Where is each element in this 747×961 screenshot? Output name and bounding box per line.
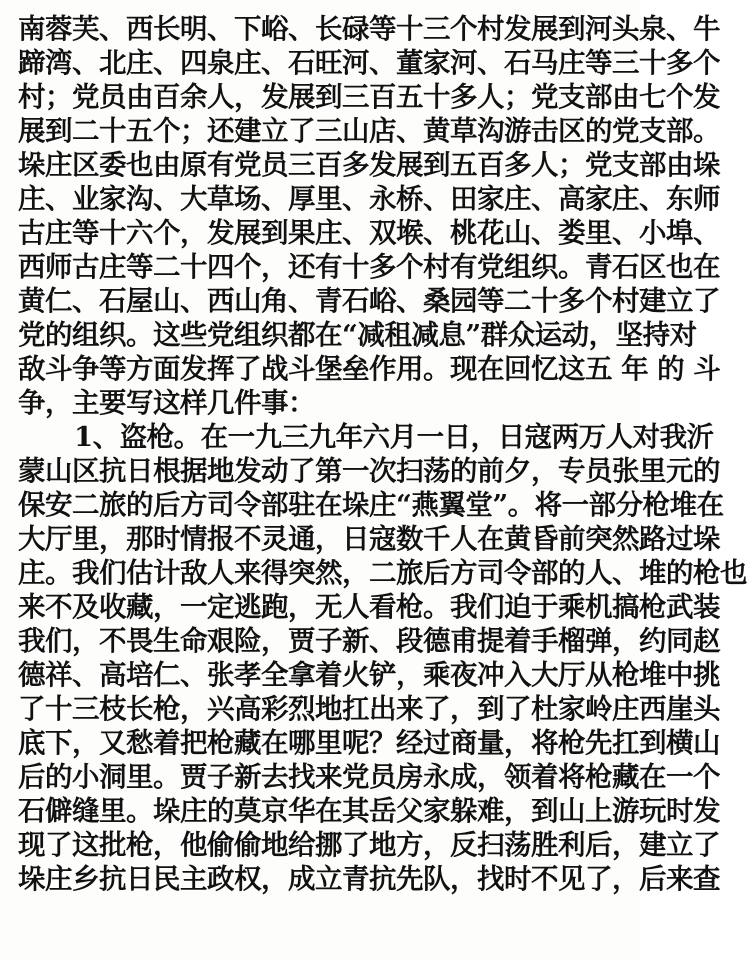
text-line: 黄仁、石屋山、西山角、青石峪、桑园等二十多个村建立了 [18,285,720,317]
text-line: 来不及收藏，一定逃跑，无人看枪。我们迫于乘机搞枪武装 [18,591,720,623]
text-line: 争，主要写这样几件事： [18,387,315,419]
text-line: 蒙山区抗日根据地发动了第一次扫荡的前夕，专员张里元的 [18,455,720,487]
text-line: 党的组织。这些党组织都在“减租减息”群众运动，坚持对 [18,319,697,351]
text-line: 德祥、高培仁、张孝全拿着火铲，乘夜冲入大厅从枪堆中挑 [18,659,720,691]
text-line: 底下，又愁着把枪藏在哪里呢？经过商量，将枪先扛到横山 [18,727,720,759]
text-line: 展到二十五个；还建立了三山店、黄草沟游击区的党支部。 [18,115,720,147]
body-text [18,12,747,896]
text-line: 石僻缝里。垛庄的莫京华在其岳父家躲难，到山上游玩时发 [18,795,720,827]
text-line: 敌斗争等方面发挥了战斗堡垒作用。现在回忆这五 年 的 斗 [18,353,721,385]
text-line: 蹄湾、北庄、四泉庄、石旺河、董家河、石马庄等三十多个 [18,47,720,79]
text-line: 庄、业家沟、大草场、厚里、永桥、田家庄、高家庄、东师 [18,183,720,215]
text-line: 庄。我们估计敌人来得突然，二旅后方司令部的人、堆的枪也 [18,557,747,589]
section-heading-line: 1、盗枪。在一九三九年六月一日，日寇两万人对我沂 [74,421,714,453]
text-line: 垛庄区委也由原有党员三百多发展到五百多人；党支部由垛 [18,149,720,181]
text-line: 了十三枝长枪，兴高彩烈地扛出来了，到了杜家岭庄西崖头 [18,693,720,725]
text-line: 保安二旅的后方司令部驻在垛庄“燕翼堂”。将一部分枪堆在 [18,489,724,521]
text-line: 大厅里，那时情报不灵通，日寇数千人在黄昏前突然路过垛 [18,523,720,555]
text-line: 垛庄乡抗日民主政权，成立青抗先队，找时不见了，后来查 [18,863,720,895]
text-line: 我们，不畏生命艰险，贾子新、段德甫提着手榴弹，约同赵 [18,625,720,657]
text-line: 村；党员由百余人，发展到三百五十多人；党支部由七个发 [18,81,720,113]
text-line: 古庄等十六个，发展到果庄、双堠、桃花山、娄里、小埠、 [18,217,720,249]
text-line: 南蓉芙、西长明、下峪、长碌等十三个村发展到河头泉、牛 [18,13,720,45]
text-line: 后的小洞里。贾子新去找来党员房永成，领着将枪藏在一个 [18,761,720,793]
text-line: 现了这批枪，他偷偷地给挪了地方，反扫荡胜利后，建立了 [18,829,720,861]
text-line: 西师古庄等二十四个，还有十多个村有党组织。青石区也在 [18,251,720,283]
